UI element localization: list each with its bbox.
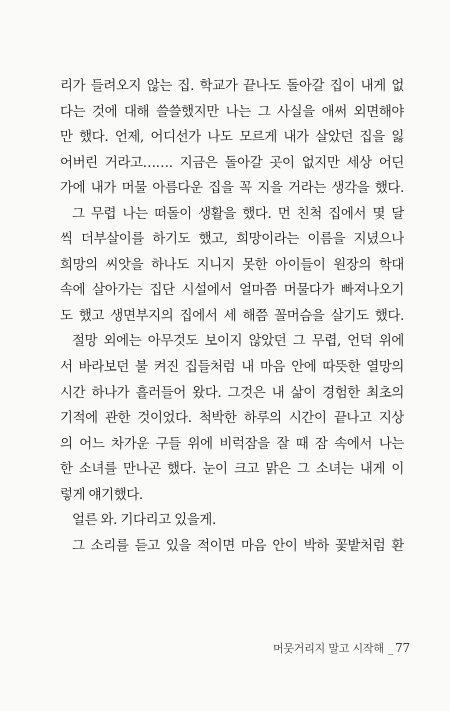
page-number: 77 xyxy=(395,641,410,655)
footer-separator: _ xyxy=(387,642,394,655)
body-text xyxy=(60,74,404,559)
text-line: 렇게 얘기했다. xyxy=(60,487,143,503)
text-line: 한 소녀를 만나곤 했다. 눈이 크고 맑은 그 소녀는 내게 이 xyxy=(60,462,404,478)
paragraph-first-line: 그 무렵 나는 떠돌이 생활을 했다. 먼 친척 집에서 몇 달 xyxy=(72,206,404,222)
paragraph-first-line: 그 소리를 듣고 있을 적이면 마음 안이 박하 꽃밭처럼 환 xyxy=(72,538,404,554)
text-line: 도 했고 생면부지의 집에서 세 해쯤 꼴머슴을 살기도 했다. xyxy=(60,308,404,324)
paragraph-first-line: 절망 외에는 아무것도 보이지 않았던 그 무렵, 언덕 위에 xyxy=(72,334,404,350)
text-line: 리가 들려오지 않는 집. 학교가 끝나도 돌아갈 집이 내게 없 xyxy=(60,79,404,94)
text-line: 만 했다. 언제, 어디선가 나도 모르게 내가 살았던 집을 잃 xyxy=(60,130,404,146)
text-line: 어버린 거라고……. 지금은 돌아갈 곳이 없지만 세상 어딘 xyxy=(60,155,404,171)
paragraph-first-line: 얼른 와. 기다리고 있을게. xyxy=(72,513,216,529)
text-line: 서 바라보던 불 켜진 집들처럼 내 마음 안에 따뜻한 열망의 xyxy=(60,360,404,376)
text-line: 가에 내가 머물 아름다운 집을 꼭 지을 거라는 생각을 했다. xyxy=(60,181,404,197)
text-line: 의 어느 차가운 구들 위에 비럭잠을 잘 때 잠 속에서 나는 xyxy=(60,436,404,452)
text-line: 다는 것에 대해 쓸쓸했지만 나는 그 사실을 애써 외면해야 xyxy=(60,104,404,120)
text-line: 속에 살아가는 집단 시설에서 얼마쯤 머물다가 빠져나오기 xyxy=(60,283,404,299)
page-footer xyxy=(240,640,410,656)
running-title: 머뭇거리지 말고 시작해 xyxy=(272,642,384,655)
text-line: 시간 하나가 흘러들어 왔다. 그것은 내 삶이 경험한 최초의 xyxy=(60,385,404,401)
text-line: 희망의 씨앗을 하나도 지니지 못한 아이들이 원장의 학대 xyxy=(60,257,404,273)
text-line: 기적에 관한 것이었다. 척박한 하루의 시간이 끝나고 지상 xyxy=(60,411,404,427)
text-line: 씩 더부살이를 하기도 했고, 희망이라는 이름을 지녔으나 xyxy=(60,232,404,248)
